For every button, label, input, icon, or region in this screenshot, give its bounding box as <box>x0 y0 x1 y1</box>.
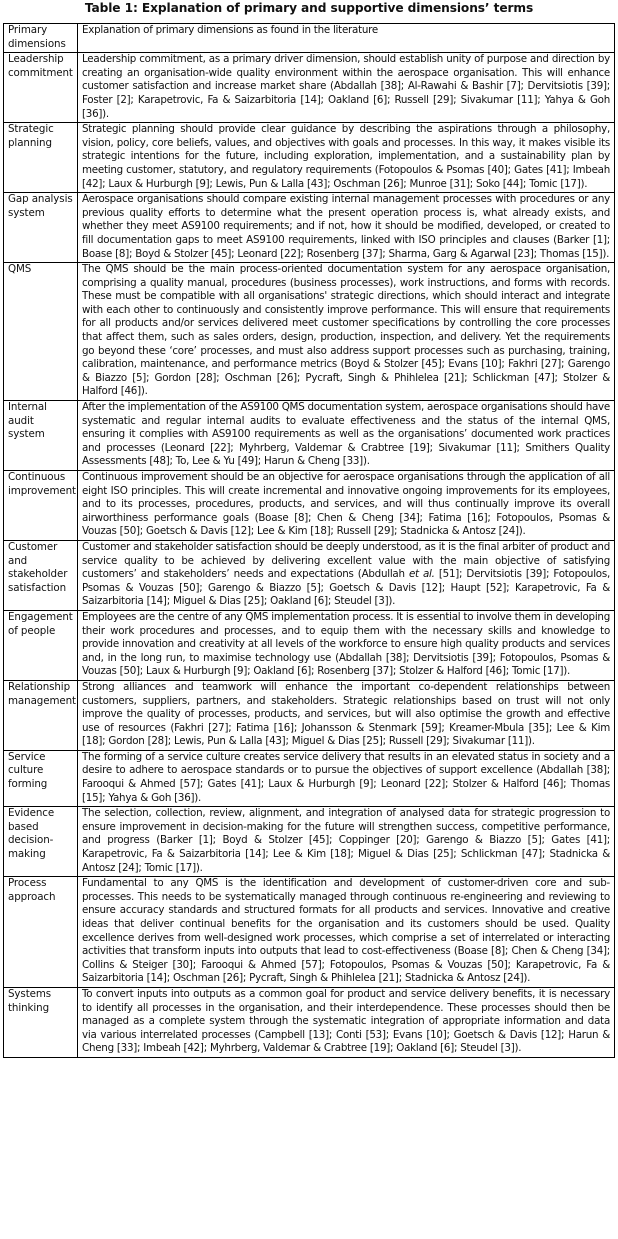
explanation-cell <box>78 540 615 610</box>
dimension-cell: Continuous improvement <box>4 471 78 541</box>
explanation-cell: The QMS should be the main process-oriented documentation system for any aerospace organisation, comprising a quality manual, procedures (business processes), work instructions, and forms with records. These must be compatible with all organisations' strategic directions, which should interact and integrate with each other to continuously and consistently improve performance. This will ensure that requirements for all products and/or services delivered meet customer specifications by controlling the core processes that affect them, such as sales orders, design, production, inspection, and delivery. Yet the requirements go beyond these ‘core’ processes, and must also address support processes such as purchasing, training, calibration, maintenance, and performance metrics (Boyd & Stolzer [45]; Evans [10]; Fakhri [27]; Garengo & Biazzo [5]; Gordon [28]; Oschman [26]; Pycraft, Singh & Phihlelea [21]; Schlickman [47]; Stolzer & Halford [46]). <box>78 263 615 401</box>
table-row-strategic-planning <box>4 123 615 193</box>
explanation-cell: Strong alliances and teamwork will enhance the important co-dependent relationships between customers, suppliers, partners, and stakeholders. Strategic relationships based on trust will not only improve the quality of processes, products, and services, but will also optimise the growth and effective use of resources (Fakhri [27]; Fatima [16]; Johansson & Stenmark [59]; Kreamer-Mbula [35]; Lee & Kim [18]; Gordon [28]; Lewis, Pun & Lalla [43]; Miguel & Dias [25]; Russell [29]; Sivakumar [11]). <box>78 680 615 750</box>
table-row-qms <box>4 263 615 401</box>
dimension-cell: Service culture forming <box>4 750 78 806</box>
explanation-cell: After the implementation of the AS9100 QMS documentation system, aerospace organisations should have systematic and regular internal audits to evaluate effectiveness and the status of the internal QMS, ensuring it complies with AS9100 requirements as well as the organisations’ documented work practices and processes (Leonard [22]; Myhrberg, Valdemar & Crabtree [19]; Sivakumar [11]; Smithers Quality Assessments [48]; To, Lee & Yu [49]; Harun & Cheng [33]). <box>78 401 615 471</box>
table-row-customer-stakeholder-satisfaction <box>4 540 615 610</box>
explanation-cell: Aerospace organisations should compare existing internal management processes with procedures or any previous quality efforts to determine what the present operation process is, what already exists, and whether they meet AS9100 requirements; and if not, how it should be modified, developed, or created to fill documentation gaps to meet AS9100 requirements, linked with ISO principles and clauses (Barker [1]; Boase [8]; Boyd & Stolzer [45]; Leonard [22]; Rosenberg [37]; Sharma, Garg & Agarwal [23]; Thomas [15]). <box>78 193 615 263</box>
explanation-cell: Employees are the centre of any QMS implementation process. It is essential to involve them in developing their work procedures and processes, and to equip them with the necessary skills and knowledge to provide innovation and creativity at all levels of the workforce to ensure high quality products and services and, in the long run, to maximise technology use (Abdallah [38]; Dervitsiotis [39]; Fotopoulos, Psomas & Vouzas [50]; Laux & Hurburgh [9]; Oakland [6]; Rosenberg [37]; Stolzer & Halford [46]; Tomic [17]). <box>78 610 615 680</box>
table-row-relationship-management <box>4 680 615 750</box>
header-explanation: Explanation of primary dimensions as found in the literature <box>78 24 615 53</box>
header-dimension: Primary dimensions <box>4 24 78 53</box>
explanation-cell: Fundamental to any QMS is the identification and development of customer-driven core and sub-processes. This needs to be systematically managed through continuous re-engineering and reviewing to ensure accuracy standards and structured formats for all products and services. Innovative and creative ideas that deliver continual benefits for the organisation and its customers should be used. Quality excellence derives from well-designed work processes, which comprise a set of interrelated or interacting activities that transform inputs into outputs that lead to cost-effectiveness (Boase [8]; Chen & Cheng [34]; Collins & Steiger [30]; Farooqui & Ahmed [57]; Fotopoulos, Psomas & Vouzas [50]; Karapetrovic, Fa & Saizarbitoria [14]; Oschman [26]; Pycraft, Singh & Phihlelea [21]; Stadnicka & Antosz [24]). <box>78 877 615 988</box>
dimension-cell: Internal audit system <box>4 401 78 471</box>
explanation-cell: To convert inputs into outputs as a common goal for product and service delivery benefits, it is necessary to identify all processes in the organisation, and their interdependence. These processes should then be managed as a complete system through the systematic integration of appropriate information and data via various interrelated processes (Campbell [13]; Conti [53]; Evans [10]; Goetsch & Davis [12]; Harun & Cheng [33]; Imbeah [42]; Myhrberg, Valdemar & Crabtree [19]; Oakland [6]; Steudel [3]). <box>78 987 615 1057</box>
dimension-cell: Engagement of people <box>4 610 78 680</box>
dimension-cell: Evidence based decision-making <box>4 807 78 877</box>
dimension-cell: QMS <box>4 263 78 401</box>
dimension-cell: Gap analysis system <box>4 193 78 263</box>
explanation-cell: Continuous improvement should be an objective for aerospace organisations through the application of all eight ISO principles. This will create incremental and innovative ongoing improvements for its employees, and to its processes, procedures, products, and services, and will thus continually improve its overall airworthiness performance goals (Boase [8]; Chen & Cheng [34]; Fatima [16]; Fotopoulos, Psomas & Vouzas [50]; Goetsch & Davis [12]; Lee & Kim [18]; Russell [29]; Stadnicka & Antosz [24]). <box>78 471 615 541</box>
table-row-process-approach <box>4 877 615 988</box>
table-row-leadership-commitment <box>4 53 615 123</box>
table-caption: Table 1: Explanation of primary and supportive dimensions’ terms <box>84 1 534 15</box>
explanation-cell: Leadership commitment, as a primary driver dimension, should establish unity of purpose and direction by creating an organisation-wide quality environment within the aerospace organisation. This will enhance customer satisfaction and increase market share (Abdallah [38]; Al-Rawahi & Bashir [7]; Dervitsiotis [39]; Foster [2]; Karapetrovic, Fa & Saizarbitoria [14]; Oakland [6]; Russell [29]; Sivakumar [11]; Yahya & Goh [36]). <box>78 53 615 123</box>
table-row-internal-audit-system <box>4 401 615 471</box>
dimension-cell: Customer and stakeholder satisfaction <box>4 540 78 610</box>
table-row-evidence-based-decision-making <box>4 807 615 877</box>
explanation-text: [51]; Dervitsiotis [39]; Fotopoulos, Psomas & Vouzas [50]; Garengo & Biazzo [5]; Goetsch & Davis [12]; Haupt [52]; Karapetrovic, Fa & Saizarbitoria [14]; Miguel & Dias [25]; Oakland [6]; Steudel [3]). <box>82 568 610 608</box>
explanation-cell: The forming of a service culture creates service delivery that results in an elevated status in society and a desire to adhere to aerospace standards or to pursue the objectives of support excellence (Abdallah [38]; Farooqui & Ahmed [57]; Gates [41]; Laux & Hurburgh [9]; Leonard [22]; Stolzer & Halford [46]; Thomas [15]; Yahya & Goh [36]). <box>78 750 615 806</box>
dimension-cell: Relationship management <box>4 680 78 750</box>
table-row-systems-thinking <box>4 987 615 1057</box>
table-row-gap-analysis-system <box>4 193 615 263</box>
explanation-text: Customer and stakeholder satisfaction should be deeply understood, as it is the final arbiter of product and service quality to be achieved by delivering excellent value with the main objective of satisfying customers’ and stakeholders’ needs and expectations (Abdullah <box>82 540 610 581</box>
explanation-cell: Strategic planning should provide clear guidance by describing the aspirations through a philosophy, vision, policy, core beliefs, values, and objectives with goals and processes. In this way, it makes visible its strategic intentions for the future, including exploration, implementation, and a sustainability plan by meeting customer, statutory, and regulatory requirements (Fotopoulos & Psomas [40]; Gates [41]; Imbeah [42]; Laux & Hurburgh [9]; Lewis, Pun & Lalla [43]; Oschman [26]; Munroe [31]; Soko [44]; Tomic [17]). <box>78 123 615 193</box>
explanation-cell: The selection, collection, review, alignment, and integration of analysed data for strategic progression to ensure improvement in decision-making for the future will strengthen success, competitive performance, and progress (Barker [1]; Boyd & Stolzer [45]; Coppinger [20]; Garengo & Biazzo [5]; Gates [41]; Karapetrovic, Fa & Saizarbitoria [14]; Lee & Kim [18]; Miguel & Dias [25]; Schlickman [47]; Stadnicka & Antosz [24]; Tomic [17]). <box>78 807 615 877</box>
table-row-continuous-improvement <box>4 471 615 541</box>
dimension-cell: Strategic planning <box>4 123 78 193</box>
dimension-cell: Systems thinking <box>4 987 78 1057</box>
dimensions-table <box>3 23 615 1058</box>
dimension-cell: Process approach <box>4 877 78 988</box>
table-row-service-culture-forming <box>4 750 615 806</box>
table-header-row <box>4 24 615 53</box>
table-row-engagement-of-people <box>4 610 615 680</box>
dimension-cell: Leadership commitment <box>4 53 78 123</box>
et-al-italic: et al. <box>408 568 435 581</box>
